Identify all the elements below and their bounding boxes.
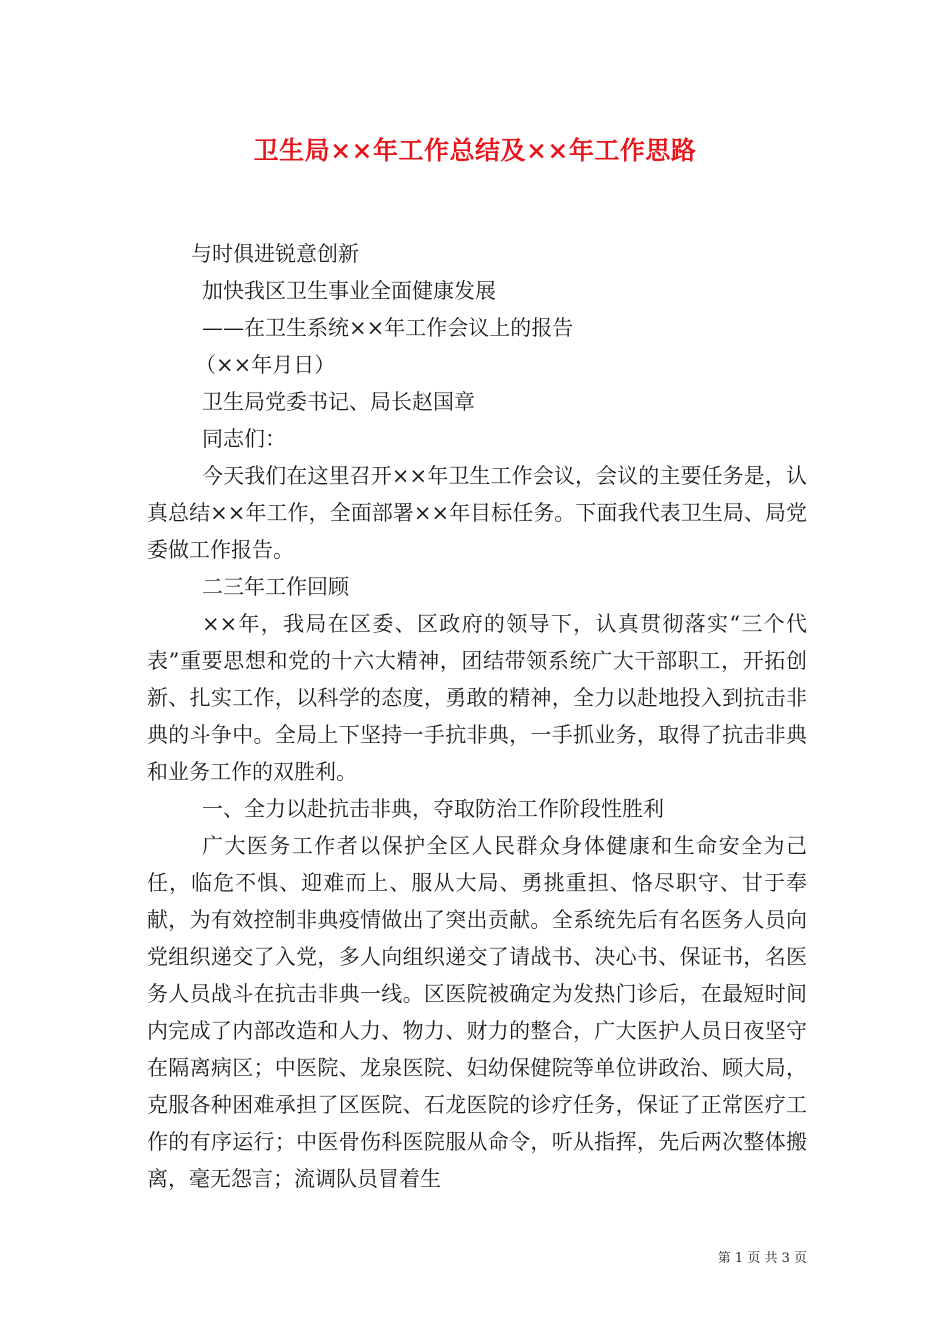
- paragraph-sars: 广大医务工作者以保护全区人民群众身体健康和生命安全为己任，临危不惧、迎难而上、服从大局、勇挑重担、恪尽职守、甘于奉献，为有效控制非典疫情做出了突出贡献。全系统先后有名医务人员向党组织递交了入党，多人向组织递交了请战书、决心书、保证书，名医务人员战斗在抗击非典一线。区医院被确定为发热门诊后，在最短时间内完成了内部改造和人力、物力、财力的整合，广大医护人员日夜坚守在隔离病区；中医院、龙泉医院、妇幼保健院等单位讲政治、顾大局，克服各种困难承担了区医院、石龙医院的诊疗任务，保证了正常医疗工作的有序运行；中医骨伤科医院服从命令，听从指挥，先后两次整体搬离，毫无怨言；流调队员冒着生: [147, 834, 807, 1191]
- paragraph-review: ××年，我局在区委、区政府的领导下，认真贯彻落实“三个代表”重要思想和党的十六大精神，团结带领系统广大干部职工，开拓创新、扎实工作，以科学的态度，勇敢的精神，全力以赴地投入到抗击非典的斗争中。全局上下坚持一手抗非典，一手抓业务，取得了抗击非典和业务工作的双胜利。: [147, 612, 807, 784]
- heading-line-subtitle: 加快我区卫生事业全面健康发展: [202, 279, 496, 303]
- document-body: [147, 236, 807, 1198]
- paragraph-intro: 今天我们在这里召开××年卫生工作会议，会议的主要任务是，认真总结××年工作，全面部署××年目标任务。下面我代表卫生局、局党委做工作报告。: [147, 464, 807, 562]
- section-heading-sars: 一、全力以赴抗击非典，夺取防治工作阶段性胜利: [202, 797, 664, 821]
- page-number: 第 1 页 共 3 页: [717, 1251, 807, 1266]
- heading-line-slogan: 与时俱进锐意创新: [191, 242, 359, 266]
- section-heading-review: 二三年工作回顾: [202, 575, 349, 599]
- document-title: 卫生局××年工作总结及××年工作思路: [253, 136, 697, 165]
- heading-line-report: ——在卫生系统××年工作会议上的报告: [202, 316, 574, 340]
- heading-line-date: （××年月日）: [195, 353, 336, 377]
- salutation: 同志们：: [202, 427, 286, 451]
- heading-line-author: 卫生局党委书记、局长赵国章: [202, 390, 475, 414]
